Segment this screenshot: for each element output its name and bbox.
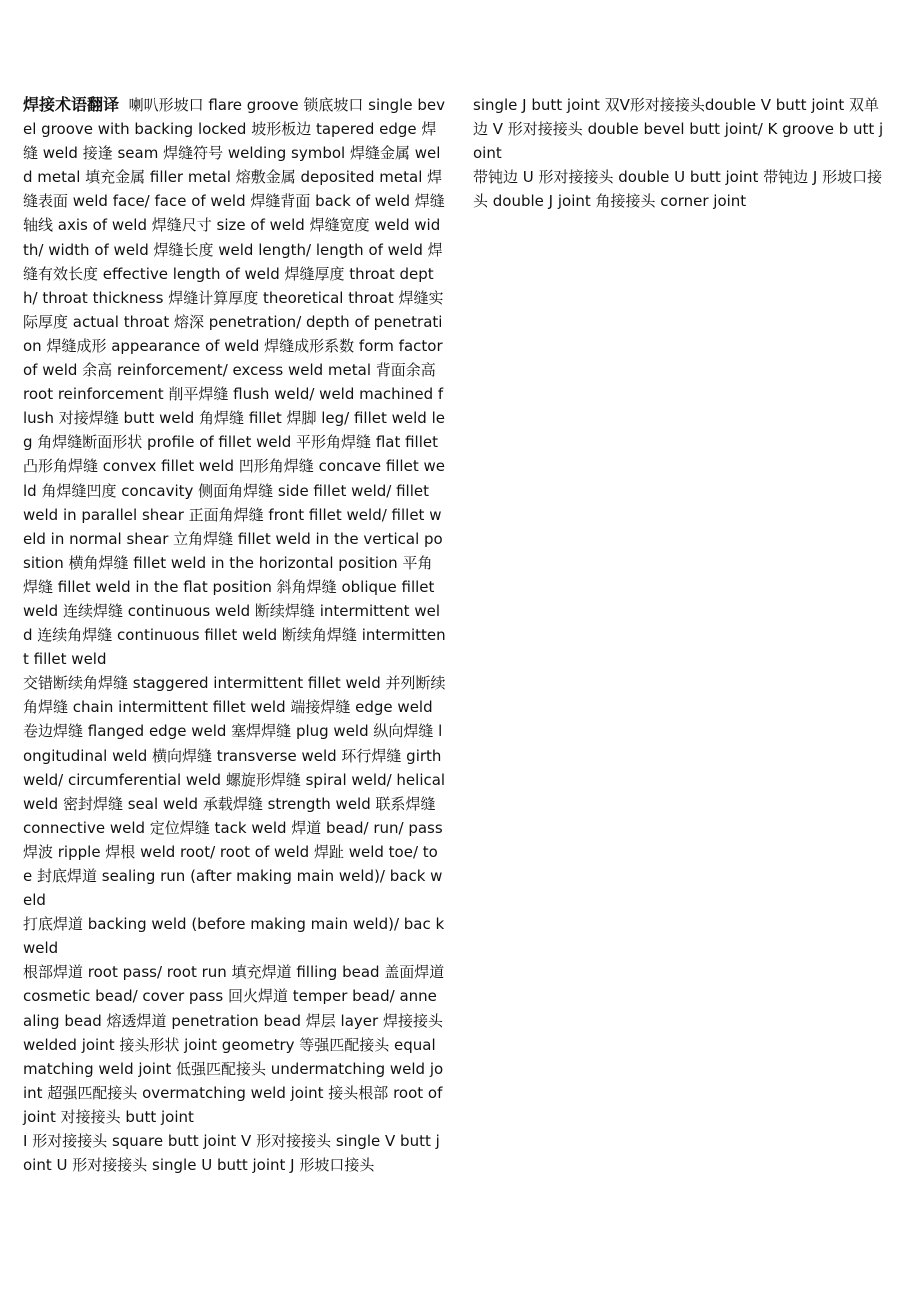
paragraph: 根部焊道 root pass/ root run 填充焊道 filling bead 盖面焊道 cosmetic bead/ cover pass 回火焊道 temper bead/ annealing bead 熔透焊道 penetration bead 焊层 layer 焊接接头 welded joint 接头形状 joint geometry 等强匹配接头 equal matching weld joint 低强匹配接头 undermatching weld joint 超强匹配接头 overmatching weld joint 接头根部 root of joint 对接接头 butt joint	[23, 963, 445, 1126]
paragraph: 带钝边 U 形对接接头 double U butt joint 带钝边 J 形坡口接头 double J joint 角接接头 corner joint	[473, 168, 883, 211]
left-text-column	[23, 93, 446, 1177]
right-text-column	[473, 93, 891, 213]
paragraph: 交错断续角焊缝 staggered intermittent fillet weld 并列断续角焊缝 chain intermittent fillet weld 端接焊缝 edge weld 卷边焊缝 flanged edge weld 塞焊焊缝 plug weld 纵向焊缝 longitudinal weld 横向焊缝 transverse weld 环行焊缝 girth weld/ circumferential weld 螺旋形焊缝 spiral weld/ helical weld 密封焊缝 seal weld 承载焊缝 strength weld 联系焊缝 connective weld 定位焊缝 tack weld 焊道 bead/ run/ pass 焊波 ripple 焊根 weld root/ root of weld 焊趾 weld toe/ toe 封底焊道 sealing run (after making main weld)/ back w eld	[23, 674, 446, 910]
paragraph: I 形对接接头 square butt joint V 形对接接头 single V butt joint U 形对接接头 single U butt joint J 形坡口接头	[23, 1132, 440, 1175]
paragraph: 打底焊道 backing weld (before making main weld)/ bac k weld	[23, 915, 445, 958]
document-title: 焊接术语翻译	[23, 95, 120, 114]
paragraph: single J butt joint 双V形对接接头double V butt joint 双单边 V 形对接接头 double bevel butt joint/ K groove b utt joint	[473, 96, 884, 163]
paragraph-text: 喇叭形坡口 flare groove 锁底坡口 single bevel groove with backing locked 坡形板边 tapered edge 焊缝 weld 接逢 seam 焊缝符号 welding symbol 焊缝金属 weld metal 填充金属 filler metal 熔敷金属 deposited metal 焊缝表面 weld face/ face of weld 焊缝背面 back of weld 焊缝轴线 axis of weld 焊缝尺寸 size of weld 焊缝宽度 weld width/ width of weld 焊缝长度 weld length/ length of weld 焊缝有效长度 effective length of weld 焊缝厚度 throat depth/ throat thickness 焊缝计算厚度 theoretical throat 焊缝实际厚度 actual throat 熔深 penetration/ depth of penetration 焊缝成形 appearance of weld 焊缝成形系数 form factor of weld 余高 reinforcement/ excess weld metal 背面余高 root reinforcement 削平焊缝 flush weld/ weld machined flush 对接焊缝 butt weld 角焊缝 fillet 焊脚 leg/ fillet weld leg 角焊缝断面形状 profile of fillet weld 平形角焊缝 flat fillet 凸形角焊缝 convex fillet weld 凹形角焊缝 concave fillet weld 角焊缝凹度 concavity 侧面角焊缝 side fillet weld/ fillet weld in parallel shear 正面角焊缝 front fillet weld/ fillet weld in normal shear 立角焊缝 fillet weld in the vertical position 横角焊缝 fillet weld in the horizontal position 平角焊缝 fillet weld in the flat position 斜角焊缝 oblique fillet weld 连续焊缝 continuous weld 断续焊缝 intermittent weld 连续角焊缝 continuous fillet weld 断续角焊缝 intermittent fillet weld	[23, 96, 446, 669]
paragraph	[23, 93, 446, 671]
